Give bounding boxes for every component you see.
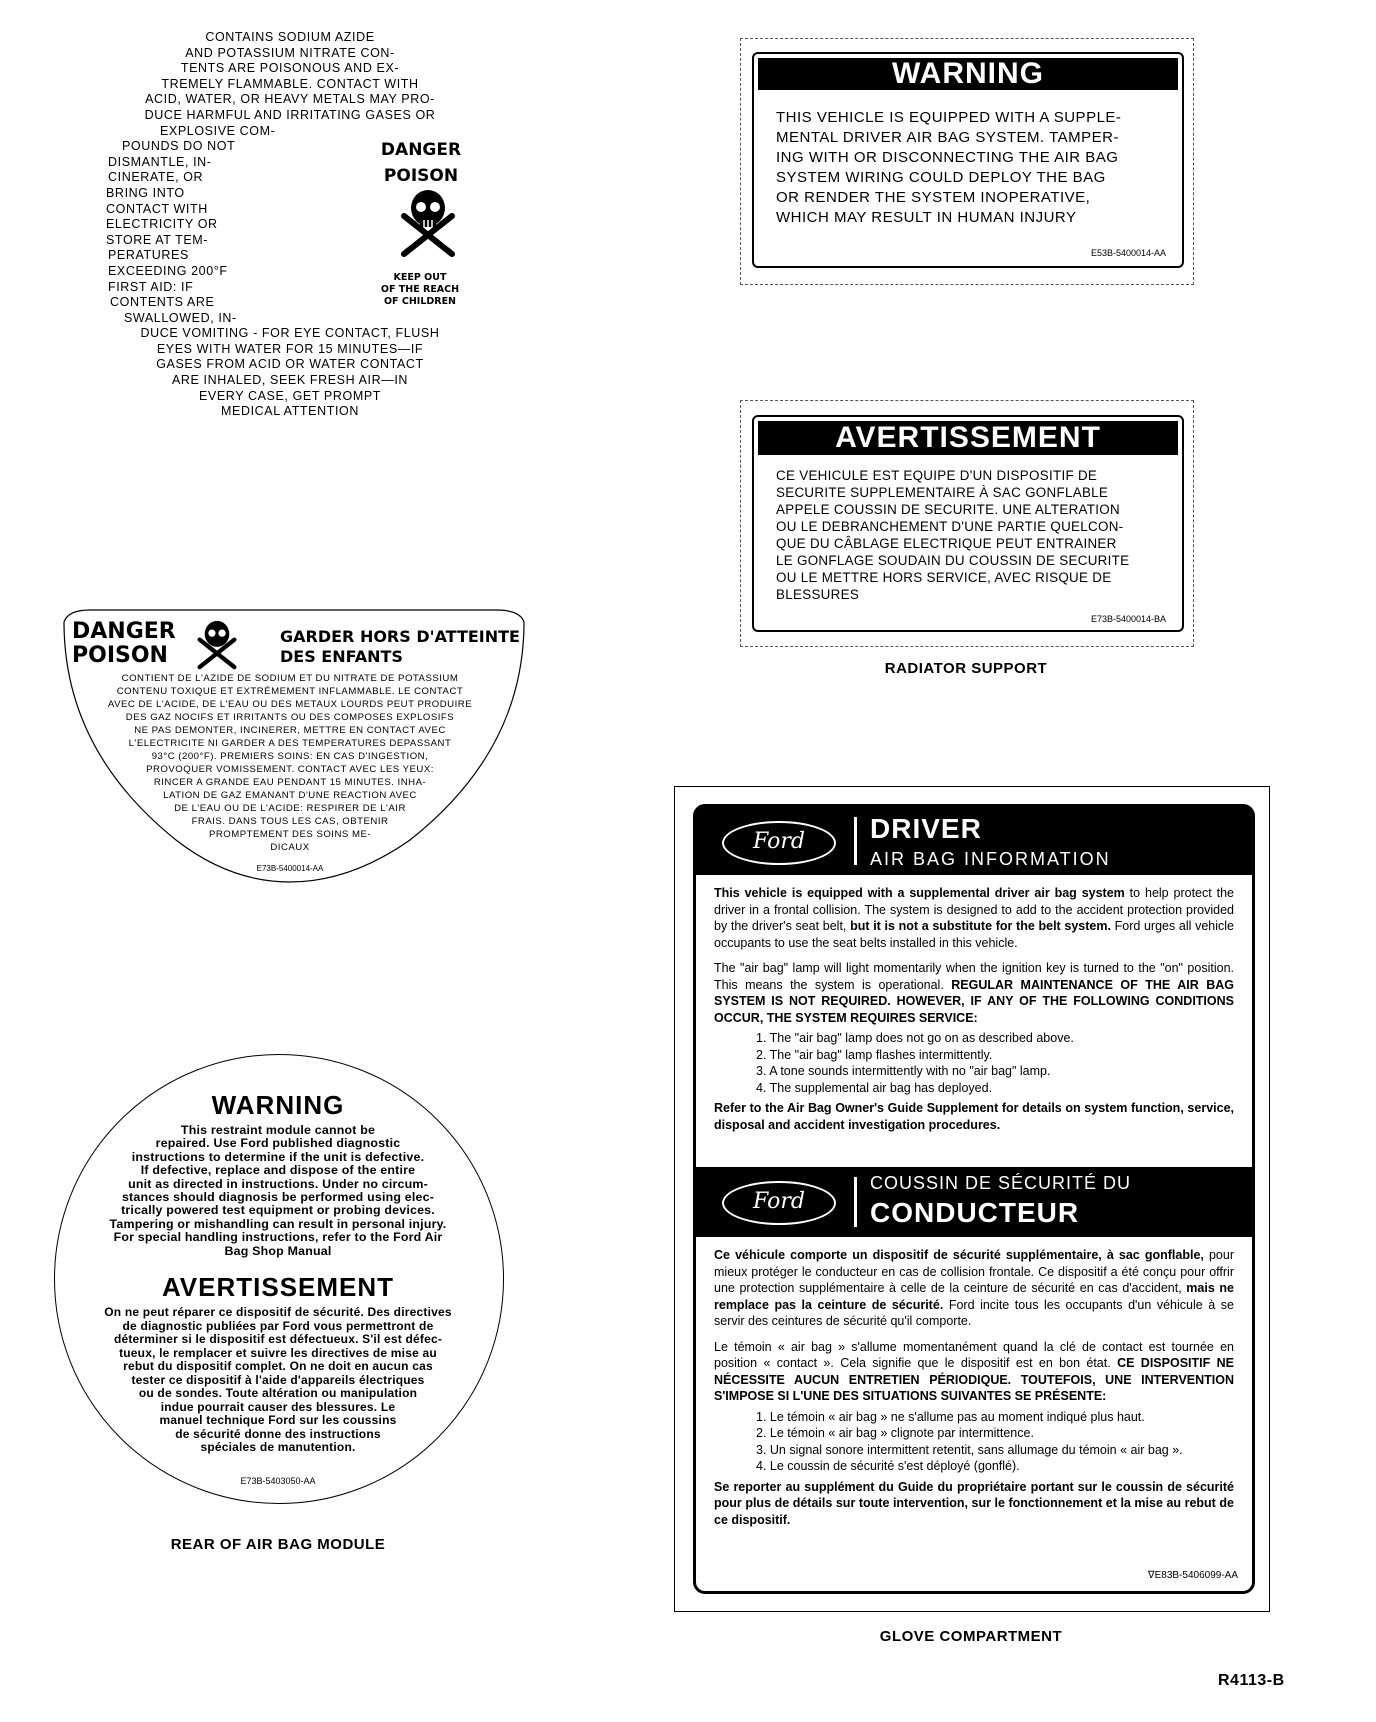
poison-word: POISON [383,166,459,186]
text-line: CONTENU TOXIQUE ET EXTRÉMEMENT INFLAMMABLE. LE CONTACT [116,686,464,697]
text-line: EXPLOSIVE COM- [160,123,276,138]
text-line: TENTS ARE POISONOUS AND EX- [180,61,400,76]
fr-poison-code: E73B-5400014-AA [256,864,324,873]
text-line: spéciales de manutention. [200,1440,356,1454]
text-line: STORE AT TEM- [106,232,209,247]
glove-compartment-caption: GLOVE COMPARTMENT [879,1628,1063,1645]
text-line: indue pourrait causer des blessures. Le [160,1399,396,1414]
driver-info-text: This vehicle is equipped with a supplemental driver air bag system to help protect the driver in a frontal collision. The system is designed to add to the accident protection provided by the driver's seat belt, but it is not a substitute for the belt system. Ford urges all vehicle occupants to use the seat belts installed in this vehicle. The "air bag" lamp will light momentarily when the ignition key is turned to the "on" position. This means the system is operational. REGULAR MAINTENANCE OF THE AIR BAG SYSTEM IS NOT REQUIRED. HOWEVER, IF ANY OF THE FOLLOWING CONDITIONS OCCUR, THE SYSTEM REQUIRES SERVICE: 1. The "air bag" lamp does not go on as described above. 2. The "air bag" lamp flashes intermittently. 3. A tone sounds intermittently with no "air bag" lamp. 4. The supplemental air bag has deployed. Refer to the Air Bag Owner's Guide Supplement for details on system function, service, disposal and accident investigation procedures. [714,886,1235,1132]
text-line: unit as directed in instructions. Under no circum- [128,1176,428,1191]
fr-poison-body [60,672,520,854]
text-line: DUCE VOMITING - FOR EYE CONTACT, FLUSH [140,326,440,341]
text-line: SYSTEM WIRING COULD DEPLOY THE BAG [776,169,1106,186]
header-divider [854,817,857,865]
text-line: OU LE DEBRANCHEMENT D'UNE PARTIE QUELCON- [776,519,1124,534]
text-line: 3. Un signal sonore intermittent retentit, sans allumage du témoin « air bag ». [756,1442,1183,1457]
text-line: ou de sondes. Toute altération ou manipulation [138,1386,418,1400]
text-line: BLESSURES [776,587,860,602]
text-line: 3. A tone sounds intermittently with no "air bag" lamp. [756,1064,1051,1078]
fr-info-text: Ce véhicule comporte un dispositif de sécurité supplémentaire, à sac gonflable, pour mieux protéger le conducteur en cas de collision frontale. Ce dispositif a été conçu pour offrir une protection supplémentaire à celle de la ceinture de sécurité en cas d'accident, mais ne remplace pas la ceinture de sécurité. Ford incite tous les occupants d'un véhicule à se servir des ceintures de sécurité qu'il comporte. Le témoin « air bag » s'allume momentanément quand la clé de contact est tournée en position « contact ». Cela signifie que le dispositif est en bon état. CE DISPOSITIF NE NÉCESSITE AUCUN ENTRETIEN PÉRIODIQUE. TOUTEFOIS, UNE INTERVENTION S'IMPOSE SI L'UNE DES SITUATIONS SUIVANTES SE PRÉSENTE: 1. Le témoin « air bag » ne s'allume pas au moment indiqué plus haut. 2. Le témoin « air bag » clignote par intermittence. 3. Un signal sonore intermittent retentit, sans allumage du témoin « air bag ». 4. Le coussin de sécurité s'est déployé (gonflé). Se reporter au supplément du Guide du propriétaire portant sur le coussin de sécurité pour plus de détails sur toute intervention, sur le fonctionnement et la mise au rebut de ce dispositif. [714,1248,1234,1527]
text-line: THIS VEHICLE IS EQUIPPED WITH A SUPPLE- [776,109,1122,126]
text-line: Tampering or mishandling can result in personal injury. [109,1216,447,1231]
text-line: CONTIENT DE L'AZIDE DE SODIUM ET DU NITRATE DE POTASSIUM [121,673,459,684]
text-line: AND POTASSIUM NITRATE CON- [185,45,395,60]
text-line: CONTENTS ARE [110,295,215,310]
text-line: DISMANTLE, IN- [108,154,212,169]
danger-word: DANGER [380,140,462,160]
text-line: CE VEHICULE EST EQUIPE D'UN DISPOSITIF DE [776,468,1098,483]
module-avert-heading: AVERTISSEMENT [161,1272,395,1302]
text-line: GASES FROM ACID OR WATER CONTACT [156,357,424,372]
text-line: CINERATE, OR [108,170,204,185]
text-line: Bag Shop Manual [224,1243,332,1258]
text-line: DUCE HARMFUL AND IRRITATING GASES OR [144,107,436,122]
text-line: 2. Le témoin « air bag » clignote par intermittence. [756,1426,1034,1440]
text-line: FIRST AID: IF [108,279,194,294]
text-line: SWALLOWED, IN- [124,310,237,325]
text-line: 4. Le coussin de sécurité s'est déployé (gonflé). [756,1459,1020,1473]
glove-label [693,804,1255,1594]
avert-code: E73B-5400014-BA [1090,614,1166,624]
text-line: trically powered test equipment or probing devices. [121,1203,435,1218]
text-line: AVEC DE L'ACIDE, DE L'EAU OU DES METAUX LOURDS PEUT PRODUIRE [107,699,473,710]
text-line: 4. The supplemental air bag has deployed. [756,1080,993,1095]
avert-header: AVERTISSEMENT [758,421,1178,455]
text-line: manuel technique Ford sur les coussins [159,1413,397,1427]
text-line: 2. The "air bag" lamp flashes intermittently. [756,1047,993,1062]
text-line: APPELE COUSSIN DE SECURITE. UNE ALTERATION [776,502,1120,517]
text-line: DICAUX [270,842,310,853]
warning-code: E53B-5400014-AA [1090,248,1166,258]
text-line: CONTACT WITH [106,201,208,216]
text-line: PERATURES [108,248,189,263]
skull-crossbones-icon [398,186,458,258]
fr-header-bar [696,1167,1252,1237]
text-line: rebut du dispositif complet. On ne doit en aucun cas [123,1359,433,1373]
text-line: PROMPTEMENT DES SOINS ME- [208,829,372,840]
text-line: LE GONFLAGE SOUDAIN DU COUSSIN DE SECURITE [776,553,1130,568]
module-fr-body [64,1306,492,1455]
avert-label [752,415,1184,632]
text-line: TREMELY FLAMMABLE. CONTACT WITH [161,76,419,91]
text-line: stances should diagnosis be performed using elec- [121,1190,435,1205]
text-line: FRAIS. DANS TOUS LES CAS, OBTENIR [191,816,389,827]
text-line: de diagnostic publiées par Ford vous permettront de [122,1318,434,1333]
skull-crossbones-icon [195,618,239,670]
figure-code: R4113-B [1218,1672,1285,1689]
warning-body [754,94,1182,228]
text-line: instructions to determine if the unit is defective. [131,1149,425,1164]
text-line: PROVOQUER VOMISSEMENT. CONTACT AVEC LES YEUX: [146,764,434,775]
text-line: tueux, le remplacer et suivre les directives de mise au [119,1345,437,1360]
avert-body [754,459,1182,603]
driver-subtitle: AIR BAG INFORMATION [870,849,1111,869]
text-line: If defective, replace and dispose of the entire [140,1163,416,1178]
text-line: 1. The "air bag" lamp does not go on as described above. [756,1031,1074,1045]
text-line: DES GAZ NOCIFS ET IRRITANTS OU DES COMPOSES EXPLOSIFS [125,712,455,723]
text-line: RINCER A GRANDE EAU PENDANT 15 MINUTES. INHA- [153,777,427,788]
text-line: EYES WITH WATER FOR 15 MINUTES—IF [156,341,424,356]
radiator-support-caption: RADIATOR SUPPORT [884,660,1048,677]
text-line: ING WITH OR DISCONNECTING THE AIR BAG [776,149,1119,166]
text-line: On ne peut réparer ce dispositif de sécurité. Des directives [104,1305,452,1319]
text-line: EXCEEDING 200°F [108,263,228,278]
fr-keep-out: GARDER HORS D'ATTEINTE DES ENFANTS [280,627,520,666]
text-line: NE PAS DEMONTER, INCINERER, METTRE EN CONTACT AVEC [134,725,446,736]
fr-title-line2: CONDUCTEUR [870,1197,1080,1228]
text-line: SECURITE SUPPLEMENTAIRE À SAC GONFLABLE [776,485,1109,500]
rear-module-caption: REAR OF AIR BAG MODULE [170,1536,386,1553]
danger-poison-heading [356,137,486,189]
text-line: QUE DU CÂBLAGE ELECTRIQUE PEUT ENTRAINER [776,536,1117,551]
text-line: CONTAINS SODIUM AZIDE [205,30,375,44]
text-line: OR RENDER THE SYSTEM INOPERATIVE, [776,189,1091,206]
text-line: For special handling instructions, refer to the Ford Air [113,1230,443,1245]
ford-logo: Ford [722,1181,836,1225]
text-line: 1. Le témoin « air bag » ne s'allume pas au moment indiqué plus haut. [756,1409,1145,1424]
text-line: POUNDS DO NOT [122,139,236,154]
driver-header-bar [696,807,1252,875]
warning-label [752,52,1184,268]
text-line: This restraint module cannot be [180,1123,376,1137]
module-code: E73B-5403050-AA [240,1476,316,1486]
header-divider [854,1177,857,1227]
fr-title-line1: COUSSIN DE SÉCURITÉ DU [870,1173,1132,1193]
text-line: OU LE METTRE HORS SERVICE, AVEC RISQUE DE [776,570,1112,585]
text-line: EVERY CASE, GET PROMPT [199,388,381,403]
warning-header: WARNING [758,58,1178,90]
text-line: de sécurité donne des instructions [175,1426,381,1441]
text-line: déterminer si le dispositif est défectueux. S'il est défec- [113,1332,443,1346]
module-en-body [60,1124,496,1258]
text-line: 93°C (200°F). PREMIERS SOINS: EN CAS D'INGESTION, [151,751,429,762]
text-line: ARE INHALED, SEEK FRESH AIR—IN [171,373,409,388]
text-line: tester ce dispositif à l'aide d'appareils électriques [131,1372,425,1387]
text-line: L'ELECTRICITE NI GARDER A DES TEMPERATURES DEPASSANT [128,738,452,749]
text-line: WHICH MAY RESULT IN HUMAN INJURY [776,209,1077,226]
text-line: repaired. Use Ford published diagnostic [155,1136,401,1151]
ford-logo: Ford [722,821,836,865]
glove-code: ∇E83B-5406099-AA [1147,1570,1238,1581]
driver-conditions-list [714,1030,1234,1096]
text-line: BRING INTO [106,185,185,200]
fr-danger-poison: DANGER POISON [72,619,176,668]
text-line: ELECTRICITY OR [106,217,218,232]
text-line: DE L'EAU OU DE L'ACIDE: RESPIRER DE L'AIR [174,803,406,814]
text-line: MENTAL DRIVER AIR BAG SYSTEM. TAMPER- [776,129,1119,146]
fr-conditions-list [714,1409,1234,1475]
text-line: ACID, WATER, OR HEAVY METALS MAY PRO- [145,92,435,107]
module-warning-heading: WARNING [211,1090,345,1120]
keep-out-text: KEEP OUT OF THE REACH OF CHILDREN [380,272,460,307]
text-line: MEDICAL ATTENTION [221,404,359,419]
text-line: LATION DE GAZ EMANANT D'UNE REACTION AVEC [163,790,417,801]
driver-title: DRIVER [870,813,982,844]
